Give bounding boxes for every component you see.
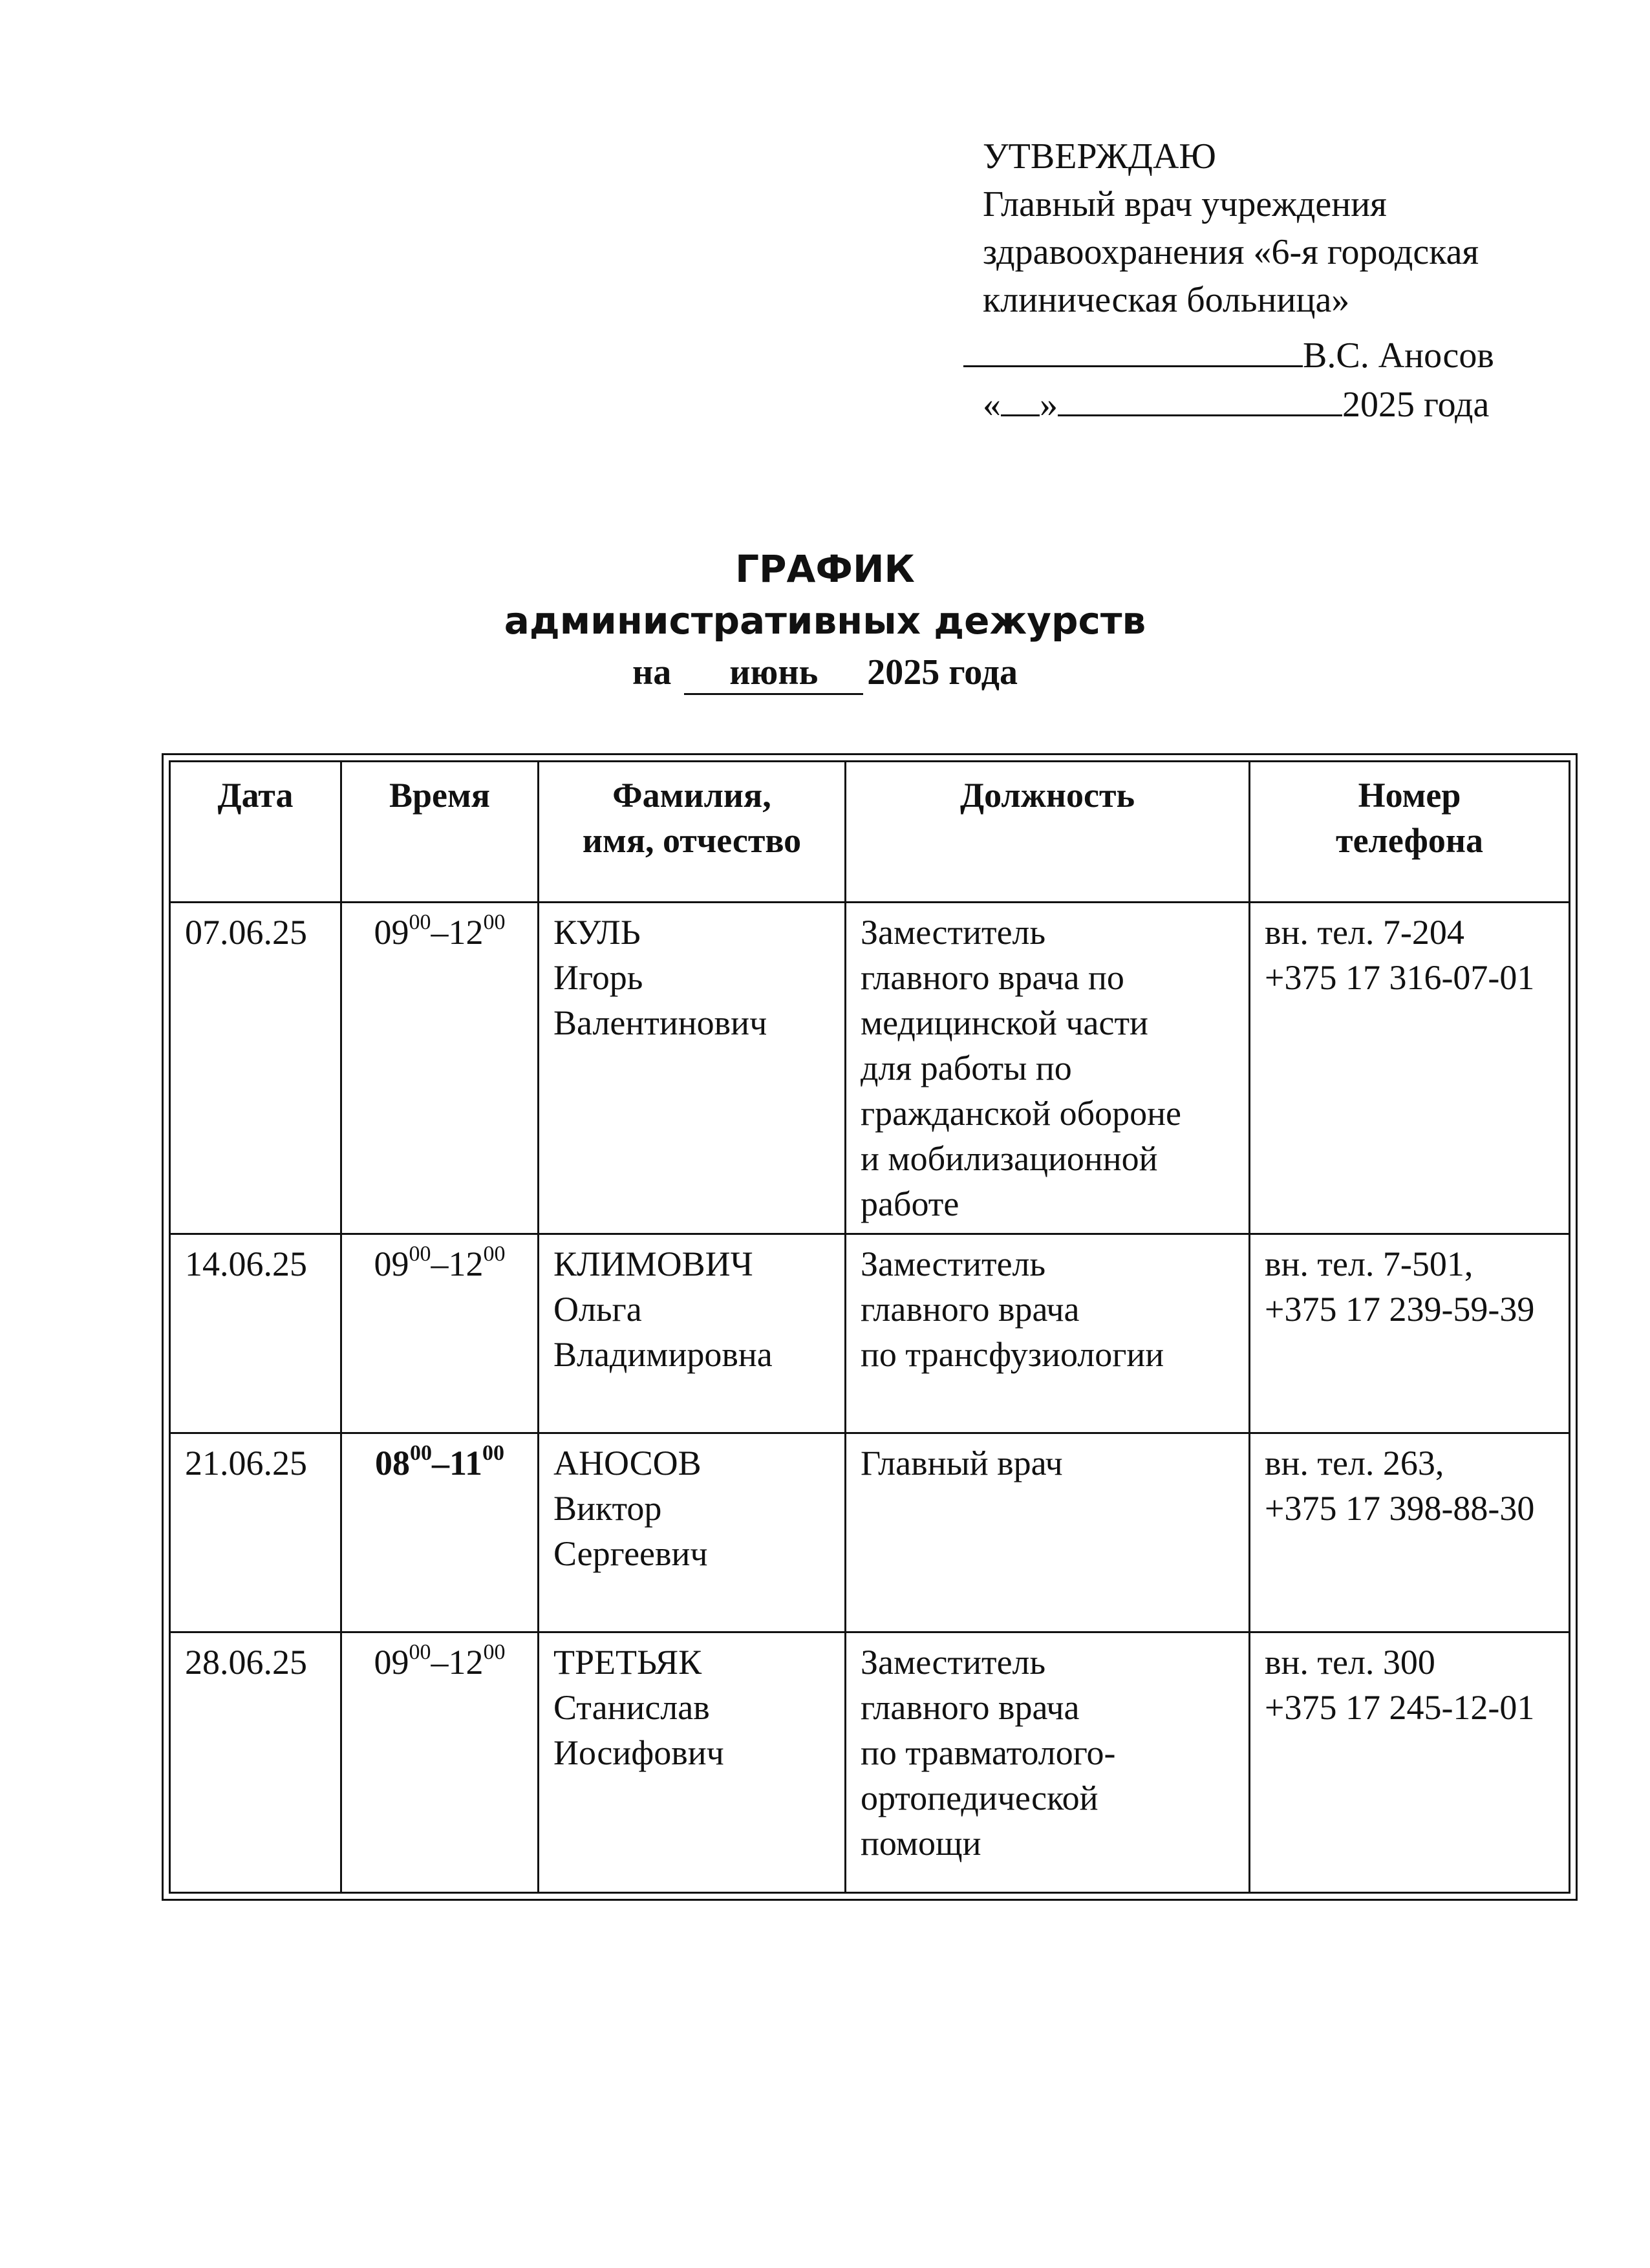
header-name xyxy=(539,762,846,903)
cell-position: Заместитель главного врача по травматолого- ортопедической помощи xyxy=(846,1632,1250,1893)
signature-blank xyxy=(963,330,1303,367)
cell-time: $09^{00}-12^{00}$ xyxy=(341,1234,539,1433)
table-row xyxy=(170,1632,1570,1893)
cell-position: Заместитель главного врача по трансфузиологии xyxy=(846,1234,1250,1433)
header-phone-line: телефона xyxy=(1336,821,1483,860)
day-blank xyxy=(1001,380,1040,416)
approval-line: клиническая больница» xyxy=(983,280,1350,320)
title-period xyxy=(0,647,1650,698)
header-phone xyxy=(1250,762,1570,903)
schedule-table xyxy=(169,760,1570,1894)
header-name-line: имя, отчество xyxy=(582,821,802,860)
header-time: Время xyxy=(341,762,539,903)
cell-name: ТРЕТЬЯК Станислав Иосифович xyxy=(539,1632,846,1893)
header-name-line: Фамилия, xyxy=(612,776,771,815)
approval-heading: УТВЕРЖДАЮ xyxy=(983,136,1216,177)
table-row xyxy=(170,903,1570,1234)
date-open-quote: « xyxy=(983,385,1001,425)
cell-name: КЛИМОВИЧ Ольга Владимировна xyxy=(539,1234,846,1433)
cell-time: $09^{00}-12^{00}$ xyxy=(341,1632,539,1893)
document-title xyxy=(0,543,1650,698)
title-main: ГРАФИК xyxy=(735,547,915,591)
header-date: Дата xyxy=(170,762,341,903)
table-header-row xyxy=(170,762,1570,903)
cell-phone: вн. тел. 263, +375 17 398-88-30 xyxy=(1250,1433,1570,1632)
cell-phone: вн. тел. 7-204 +375 17 316-07-01 xyxy=(1250,903,1570,1234)
table-row xyxy=(170,1433,1570,1632)
cell-date: 14.06.25 xyxy=(170,1234,341,1433)
header-phone-line: Номер xyxy=(1358,776,1461,815)
signature-row xyxy=(983,330,1565,380)
cell-date: 07.06.25 xyxy=(170,903,341,1234)
cell-time: $08^{00}-11^{00}$ xyxy=(341,1433,539,1632)
header-position: Должность xyxy=(846,762,1250,903)
title-sub: административных дежурств xyxy=(504,599,1146,643)
period-prefix: на xyxy=(632,652,672,692)
duty-schedule-table xyxy=(162,753,1578,1901)
approval-block xyxy=(983,133,1565,429)
signatory-name: В.С. Аносов xyxy=(1303,336,1494,376)
cell-position: Заместитель главного врача по медицинской части для работы по гражданской обороне и мобилизационной работе xyxy=(846,903,1250,1234)
month-blank xyxy=(1058,380,1342,416)
approval-year: 2025 года xyxy=(1342,385,1490,425)
approval-line: здравоохранения «6-я городская xyxy=(983,232,1479,272)
approval-date-row xyxy=(983,380,1565,429)
approval-line: Главный врач учреждения xyxy=(983,184,1387,224)
cell-phone: вн. тел. 7-501, +375 17 239-59-39 xyxy=(1250,1234,1570,1433)
cell-position: Главный врач xyxy=(846,1433,1250,1632)
period-suffix: 2025 года xyxy=(867,652,1018,692)
cell-time: $09^{00}-12^{00}$ xyxy=(341,903,539,1234)
table-row xyxy=(170,1234,1570,1433)
cell-name: АНОСОВ Виктор Сергеевич xyxy=(539,1433,846,1632)
cell-date: 21.06.25 xyxy=(170,1433,341,1632)
cell-phone: вн. тел. 300 +375 17 245-12-01 xyxy=(1250,1632,1570,1893)
cell-name: КУЛЬ Игорь Валентинович xyxy=(539,903,846,1234)
cell-date: 28.06.25 xyxy=(170,1632,341,1893)
period-month: июнь xyxy=(684,652,863,695)
date-close-quote: » xyxy=(1040,385,1058,425)
